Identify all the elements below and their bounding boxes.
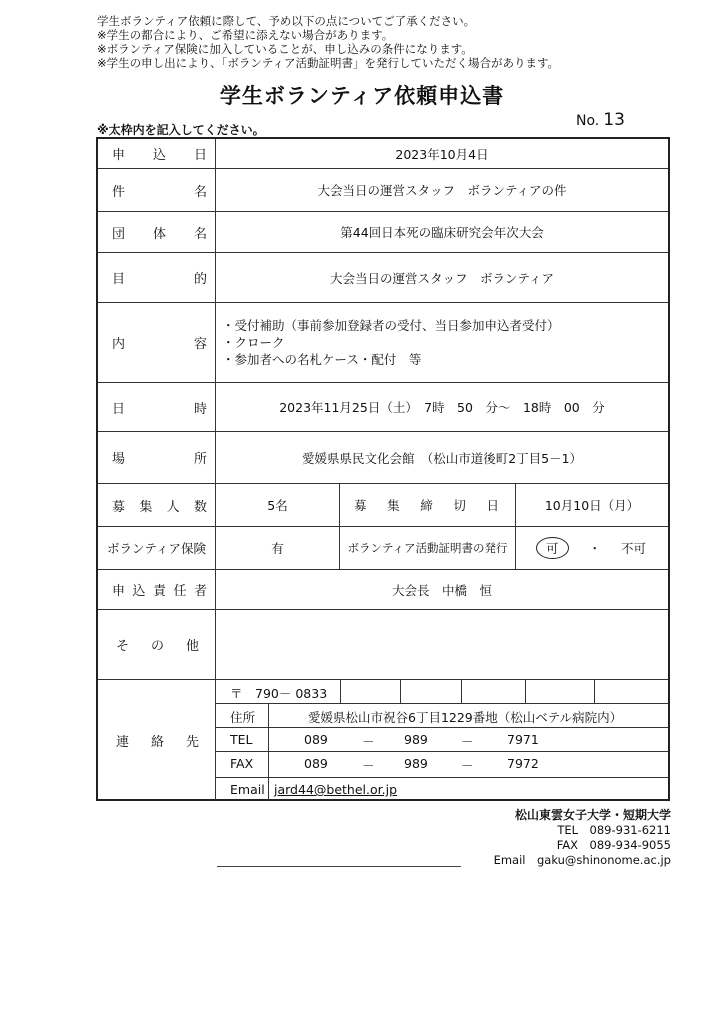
label-content	[98, 303, 216, 382]
label-char: 時	[193, 401, 207, 417]
content-line: ・受付補助（事前参加登録者の受付、当日参加申込者受付）	[222, 318, 560, 333]
label-char: 締	[420, 498, 433, 513]
organization-field[interactable]: 第44回日本死の臨床研究会年次大会	[340, 225, 544, 240]
postal-row	[216, 680, 668, 704]
fax-part[interactable]: 089	[304, 756, 328, 771]
label-char: 任	[173, 584, 187, 599]
label-char: 切	[453, 498, 466, 513]
content-line: ・参加者への名札ケース・配付 等	[222, 352, 422, 367]
tel-key: TEL	[230, 732, 253, 747]
label-char: 申	[112, 584, 126, 599]
tel-part[interactable]: 7971	[507, 732, 539, 747]
note-line: ※ボランティア保険に加入していることが、申し込みの条件になります。	[97, 42, 473, 56]
label-char: 容	[193, 337, 207, 352]
application-form	[96, 137, 670, 801]
label-subject	[98, 169, 216, 211]
certificate-separator: ・	[588, 541, 601, 556]
fax-key: FAX	[230, 756, 254, 771]
label-recruit-deadline	[340, 484, 516, 526]
footer-institution: 松山東雲女子大学・短期大学	[514, 808, 671, 822]
label-char: 日	[112, 401, 126, 417]
form-number-label: No.	[576, 113, 600, 129]
label-char: 募	[354, 498, 367, 513]
fax-dash: －	[362, 758, 375, 773]
subject-field[interactable]: 大会当日の運営スタッフ ボランティアの件	[317, 183, 567, 198]
footer-fax: FAX 089-934-9055	[556, 838, 671, 852]
label-char: 集	[139, 499, 153, 515]
label-char: 団	[112, 226, 126, 242]
label-certificate: ボランティア活動証明書の発行	[340, 527, 516, 569]
row-content	[98, 303, 668, 383]
tel-part[interactable]: 989	[404, 732, 428, 747]
label-contact	[98, 680, 216, 801]
label-char: 者	[193, 584, 207, 599]
label-char: 集	[387, 498, 400, 513]
fax-dash: －	[461, 758, 474, 773]
note-line: ※学生の都合により、ご希望に添えない場合があります。	[97, 28, 394, 42]
row-application-date	[98, 139, 668, 169]
email-key: Email	[230, 782, 265, 797]
label-char: 人	[166, 499, 180, 515]
label-char: 他	[185, 639, 199, 654]
recruit-count-field[interactable]: 5名	[216, 484, 340, 526]
tel-dash: －	[461, 734, 474, 749]
label-char: 件	[112, 184, 126, 200]
label-char: 日	[193, 148, 207, 163]
label-char: 体	[152, 226, 166, 242]
label-char: 所	[193, 452, 207, 467]
certificate-yes-option[interactable]: 可	[536, 537, 569, 559]
label-char: の	[150, 639, 164, 654]
label-char: 場	[112, 452, 126, 467]
row-contact	[98, 680, 668, 801]
row-insurance	[98, 527, 668, 570]
label-char: 名	[193, 226, 207, 242]
row-datetime	[98, 383, 668, 432]
label-char: 名	[193, 184, 207, 200]
row-other	[98, 610, 668, 680]
email-field[interactable]: jard44@bethel.or.jp	[274, 782, 397, 797]
footer-tel: TEL 089-931-6211	[557, 823, 671, 837]
place-field[interactable]: 愛媛県県民文化会館 （松山市道後町2丁目5－1）	[301, 450, 583, 466]
certificate-no-option[interactable]: 不可	[620, 541, 646, 556]
insurance-field[interactable]: 有	[216, 527, 340, 569]
label-other	[98, 610, 216, 679]
fax-part[interactable]: 7972	[507, 756, 539, 771]
responsible-field[interactable]: 大会長 中橋 恒	[391, 582, 492, 598]
note-line: ※学生の申し出により、「ボランティア活動証明書」を発行していただく場合があります。	[97, 56, 560, 70]
address-field[interactable]: 愛媛県松山市祝谷6丁目1229番地（松山ベテル病院内）	[308, 710, 623, 725]
label-char: 先	[185, 735, 199, 750]
row-subject	[98, 169, 668, 212]
recruit-deadline-field[interactable]: 10月10日（月）	[544, 498, 640, 513]
label-char: 的	[193, 272, 207, 287]
label-recruit-count	[98, 484, 216, 526]
content-field[interactable]	[216, 303, 668, 382]
label-place	[98, 432, 216, 483]
label-char: 目	[112, 272, 126, 287]
postal-field[interactable]: 〒 790－ 0833	[230, 686, 328, 701]
tel-row	[216, 728, 668, 752]
label-insurance: ボランティア保険	[98, 527, 216, 569]
label-application-date	[98, 139, 216, 168]
page-title: 学生ボランティア依頼申込書	[219, 84, 505, 108]
form-number-value: 13	[603, 110, 625, 130]
fax-row	[216, 752, 668, 778]
label-char: 責	[152, 584, 166, 599]
datetime-field[interactable]: 2023年11月25日（土） 7時 50 分～ 18時 00 分	[279, 400, 605, 415]
purpose-field[interactable]: 大会当日の運営スタッフ ボランティア	[329, 270, 554, 286]
label-char: 込	[152, 148, 166, 163]
tel-part[interactable]: 089	[304, 732, 328, 747]
form-number	[576, 110, 625, 130]
label-char: そ	[116, 639, 130, 654]
application-date-field[interactable]: 2023年10月4日	[395, 146, 489, 162]
row-responsible	[98, 570, 668, 610]
row-place	[98, 432, 668, 484]
note-line: 学生ボランティア依頼に際して、予め以下の点についてご了承ください。	[97, 14, 476, 28]
certificate-options	[516, 527, 668, 569]
signature-line	[217, 866, 461, 867]
fax-part[interactable]: 989	[404, 756, 428, 771]
content-line: ・クローク	[222, 335, 285, 350]
address-key: 住所	[230, 710, 256, 725]
row-organization	[98, 212, 668, 253]
other-field[interactable]	[216, 610, 668, 679]
footer-email: Email gaku@shinonome.ac.jp	[493, 853, 671, 867]
label-char: 連	[116, 735, 130, 750]
label-char: 申	[112, 148, 126, 163]
label-char: 数	[193, 499, 207, 515]
label-char: 込	[132, 584, 146, 599]
instruction: ※太枠内を記入してください。	[97, 123, 265, 137]
address-row	[216, 704, 668, 728]
row-purpose	[98, 253, 668, 303]
tel-dash: －	[362, 734, 375, 749]
label-responsible	[98, 570, 216, 609]
label-organization	[98, 212, 216, 252]
label-purpose	[98, 253, 216, 302]
notes	[97, 14, 559, 70]
footer-contact	[494, 808, 671, 868]
row-recruit	[98, 484, 668, 527]
label-char: 絡	[150, 735, 164, 750]
label-char: 日	[486, 498, 499, 513]
label-datetime	[98, 383, 216, 431]
label-char: 内	[112, 337, 126, 352]
email-row	[216, 778, 668, 801]
label-char: 募	[112, 499, 126, 515]
